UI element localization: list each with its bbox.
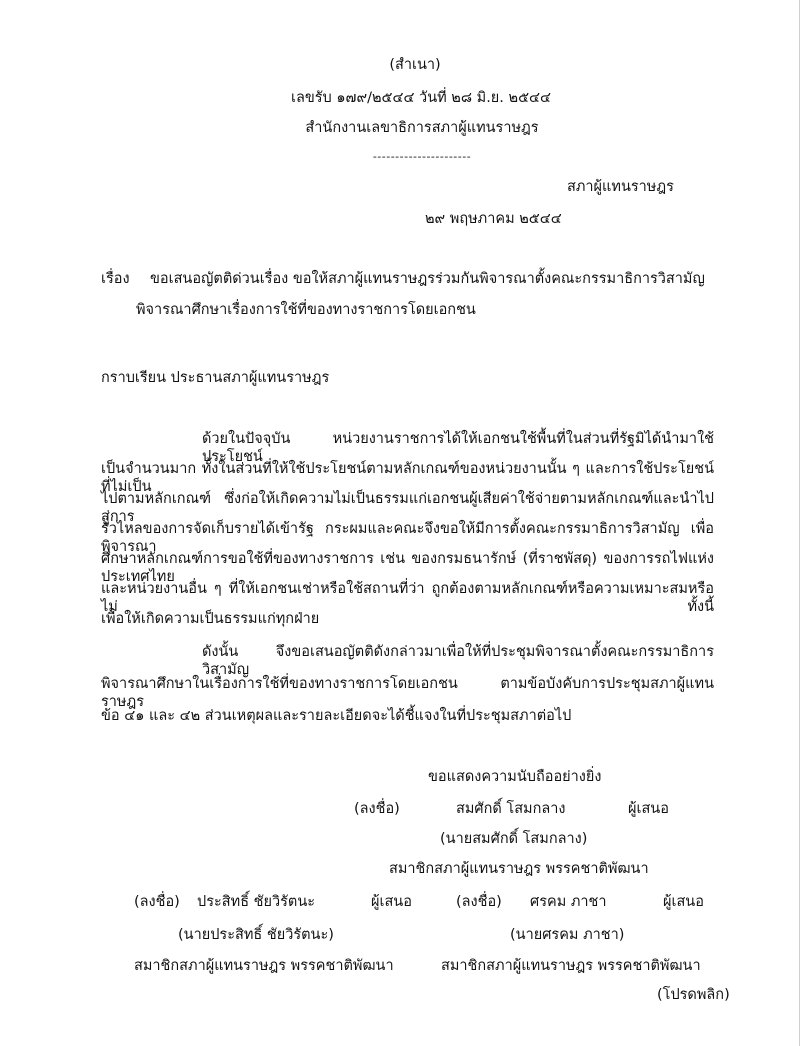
main-sign-label: (ลงชื่อ) [354,801,400,817]
paragraph1-line: เพื่อให้เกิดความเป็นธรรมแก่ทุกฝ่าย [101,611,320,627]
main-position: สมาชิกสภาผู้แทนราษฎร พรรคชาติพัฒนา [389,861,649,877]
closing: ขอแสดงความนับถืออย่างยิ่ง [428,769,602,785]
office-name: สำนักงานเลขาธิการสภาผู้แทนราษฎร [305,120,539,136]
document-date: ๒๙ พฤษภาคม ๒๕๔๔ [425,211,562,227]
main-signer-name: สมศักดิ์ โสมกลาง [456,801,566,817]
main-proposer-label: ผู้เสนอ [628,801,669,817]
paragraph1-line: ไปตามหลักเกณฑ์ ซึ่งก่อให้เกิดความไม่เป็นธรรมแก่เอกชนผู้เสียค่าใช้จ่ายตามหลักเกณฑ์และนำไปสู่การ [101,491,714,525]
salutation: กราบเรียน ประธานสภาผู้แทนราษฎร [101,370,330,386]
paragraph2-line: พิจารณาศึกษาในเรื่องการใช้ที่ของทางราชการโดยเอกชน ตามข้อบังคับการประชุมสภาผู้แทนราษฎร [101,676,714,710]
copy-label: (สำเนา) [389,57,441,73]
receipt-line: เลขรับ ๑๗๙/๒๕๔๔ วันที่ ๒๘ มิ.ย. ๒๕๔๔ [291,90,551,106]
left-signer-name: ประสิทธิ์ ชัยวิรัตนะ [197,894,316,910]
addressee-place: สภาผู้แทนราษฎร [567,179,674,195]
paragraph1-line: เป็นจำนวนมาก ทั้งในส่วนที่ให้ใช้ประโยชน์ตามหลักเกณฑ์ของหน่วยงานนั้น ๆ และการใช้ประโยชน์ที่ไม่เป็น [101,461,714,495]
right-full-name: (นายศรคม ภาชา) [510,927,625,943]
left-proposer-label: ผู้เสนอ [371,894,412,910]
paragraph2-line: ดังนั้น จึงขอเสนอญัตติดังกล่าวมาเพื่อให้ที่ประชุมพิจารณาตั้งคณะกรรมาธิการวิสามัญ [202,644,714,678]
subject-label: เรื่อง [101,271,130,287]
paragraph1-line: และหน่วยงานอื่น ๆ ที่ให้เอกชนเช่าหรือใช้สถานที่ว่า ถูกต้องตามหลักเกณฑ์หรือความเหมาะสมหรือไม่ ทั้งนี้ [101,581,714,615]
right-sign-label: (ลงชื่อ) [456,894,502,910]
right-proposer-label: ผู้เสนอ [663,894,704,910]
right-position: สมาชิกสภาผู้แทนราษฎร พรรคชาติพัฒนา [441,958,701,974]
paragraph1-line: ศึกษาหลักเกณฑ์การขอใช้ที่ของทางราชการ เช่น ของกรมธนารักษ์ (ที่ราชพัสดุ) ของการรถไฟแห่งประเทศไทย [101,551,714,585]
right-signer-name: ศรคม ภาชา [530,894,607,910]
paragraph1-line: รั่วไหลของการจัดเก็บรายได้เข้ารัฐ กระผมและคณะจึงขอให้มีการตั้งคณะกรรมาธิการวิสามัญ เพื่อพิจารณา [101,521,714,555]
turn-over-note: (โปรดพลิก) [657,987,730,1003]
header-divider: ---------------------- [372,150,472,163]
subject-line-1: ขอเสนอญัตติด่วนเรื่อง ขอให้สภาผู้แทนราษฎรร่วมกันพิจารณาตั้งคณะกรรมาธิการวิสามัญ [150,271,705,287]
left-position: สมาชิกสภาผู้แทนราษฎร พรรคชาติพัฒนา [134,958,394,974]
paragraph1-line: ด้วยในปัจจุบัน หน่วยงานราชการได้ให้เอกชนใช้พื้นที่ในส่วนที่รัฐมิได้นำมาใช้ประโยชน์ [202,431,714,465]
left-full-name: (นายประสิทธิ์ ชัยวิรัตนะ) [178,927,334,943]
main-full-name: (นายสมศักดิ์ โสมกลาง) [440,831,588,847]
paragraph2-line: ข้อ ๔๑ และ ๔๒ ส่วนเหตุผลและรายละเอียดจะได้ชี้แจงในที่ประชุมสภาต่อไป [101,708,572,724]
left-sign-label: (ลงชื่อ) [134,894,180,910]
subject-line-2: พิจารณาศึกษาเรื่องการใช้ที่ของทางราชการโดยเอกชน [136,302,476,318]
